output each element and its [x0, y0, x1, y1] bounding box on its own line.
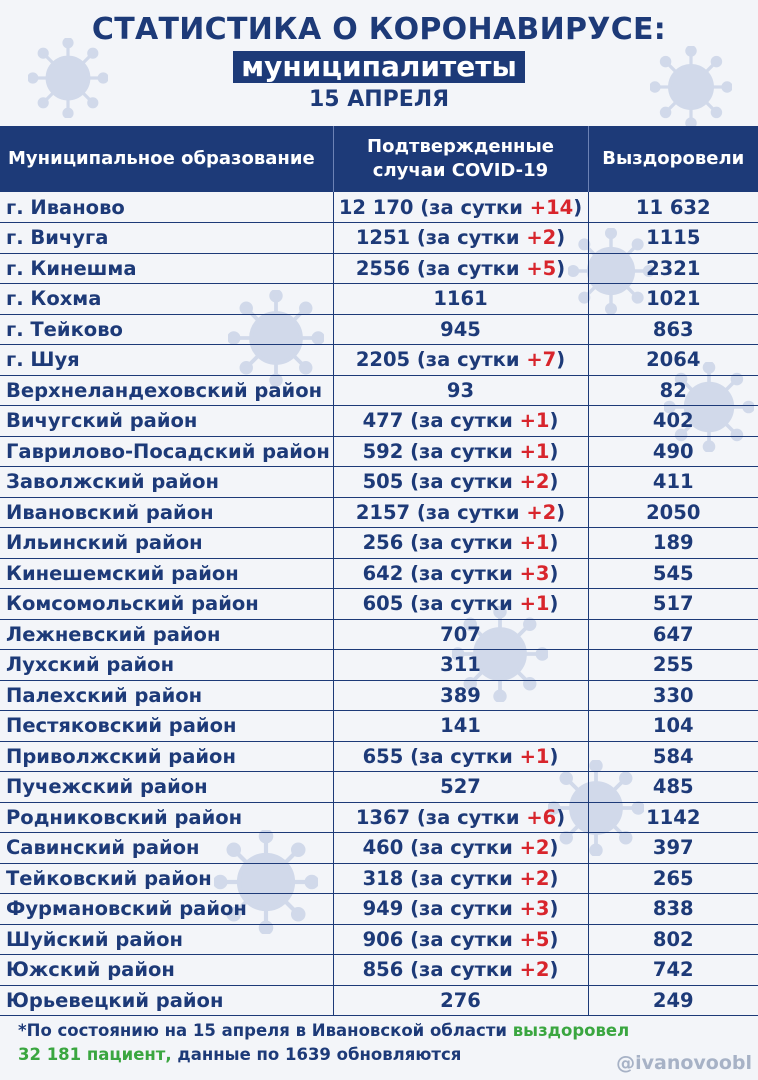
cases-cell [333, 894, 588, 925]
cases-value: 949 [362, 897, 404, 921]
cases-text: ) [549, 958, 559, 982]
cases-value: 256 [362, 531, 404, 555]
cases-cell [333, 375, 588, 406]
cases-value: 527 [440, 775, 481, 799]
cases-value: 141 [440, 714, 481, 738]
recovered-cell: 330 [588, 680, 758, 711]
municipality-name: г. Кинешма [0, 253, 333, 284]
cases-text: ) [549, 409, 559, 433]
column-header-municipality: Муниципальное образование [0, 126, 333, 192]
cases-text: ) [556, 348, 566, 372]
municipality-name: Комсомольский район [0, 589, 333, 620]
table-row [0, 375, 758, 406]
recovered-cell: 838 [588, 894, 758, 925]
cases-value: 2556 [355, 256, 411, 280]
table-row [0, 436, 758, 467]
municipality-name: г. Кохма [0, 284, 333, 315]
recovered-cell: 647 [588, 619, 758, 650]
daily-increase: +1 [519, 744, 550, 768]
cases-cell [333, 924, 588, 955]
cases-value: 318 [362, 866, 404, 890]
recovered-cell: 545 [588, 558, 758, 589]
cases-value: 2205 [355, 348, 411, 372]
daily-increase: +1 [519, 409, 550, 433]
cases-cell [333, 223, 588, 254]
recovered-cell: 255 [588, 650, 758, 681]
cases-text: (за сутки [403, 439, 520, 463]
cases-text: (за сутки [410, 805, 527, 829]
page-subtitle: муниципалитеты [233, 51, 525, 83]
cases-value: 1251 [355, 226, 411, 250]
cases-value: 2157 [355, 500, 411, 524]
cases-text: (за сутки [410, 256, 527, 280]
cases-value: 655 [362, 744, 404, 768]
cases-text: ) [556, 226, 566, 250]
daily-increase: +1 [519, 531, 550, 555]
cases-cell [333, 955, 588, 986]
daily-increase: +2 [526, 500, 557, 524]
cases-text: (за сутки [410, 226, 527, 250]
cases-value: 460 [362, 836, 404, 860]
cases-cell [333, 528, 588, 559]
column-header-recovered: Выздоровели [588, 126, 758, 192]
cases-text: ) [549, 836, 559, 860]
cases-value: 276 [440, 988, 481, 1012]
cases-cell [333, 711, 588, 742]
cases-cell [333, 680, 588, 711]
cases-cell [333, 406, 588, 437]
cases-text: ) [556, 805, 566, 829]
cases-cell [333, 985, 588, 1016]
municipality-name: Фурмановский район [0, 894, 333, 925]
table-row [0, 955, 758, 986]
cases-cell [333, 345, 588, 376]
table-row [0, 345, 758, 376]
cases-cell [333, 436, 588, 467]
cases-cell [333, 497, 588, 528]
header [0, 0, 758, 126]
cases-text: (за сутки [403, 866, 520, 890]
cases-text: ) [549, 744, 559, 768]
table-row [0, 650, 758, 681]
daily-increase: +3 [519, 561, 550, 585]
column-header-cases [333, 126, 588, 192]
daily-increase: +2 [519, 866, 550, 890]
municipality-name: Пучежский район [0, 772, 333, 803]
recovered-cell: 397 [588, 833, 758, 864]
table-row [0, 528, 758, 559]
cases-value: 1367 [355, 805, 411, 829]
daily-increase: +5 [519, 927, 550, 951]
municipality-name: Шуйский район [0, 924, 333, 955]
table-row [0, 619, 758, 650]
daily-increase: +5 [526, 256, 557, 280]
cases-value: 605 [362, 592, 404, 616]
cases-cell [333, 589, 588, 620]
municipality-name: Заволжский район [0, 467, 333, 498]
table-row [0, 863, 758, 894]
recovered-cell: 2321 [588, 253, 758, 284]
cases-text: (за сутки [410, 348, 527, 372]
cases-text: (за сутки [410, 500, 527, 524]
municipality-name: Юрьевецкий район [0, 985, 333, 1016]
cases-value: 592 [362, 439, 404, 463]
cases-text: (за сутки [403, 561, 520, 585]
table-row [0, 223, 758, 254]
daily-increase: +2 [519, 958, 550, 982]
table-header [0, 126, 758, 192]
table-row [0, 833, 758, 864]
cases-text: (за сутки [403, 592, 520, 616]
cases-cell [333, 833, 588, 864]
cases-value: 945 [440, 317, 481, 341]
cases-value: 311 [440, 653, 481, 677]
cases-text: (за сутки [403, 958, 520, 982]
footnote-text-1: *По состоянию на 15 апреля в Ивановской области [18, 1021, 513, 1040]
table-row [0, 924, 758, 955]
table-row [0, 894, 758, 925]
table-row [0, 314, 758, 345]
municipality-name: Ильинский район [0, 528, 333, 559]
cases-value: 906 [362, 927, 404, 951]
cases-cell [333, 650, 588, 681]
cases-cell [333, 863, 588, 894]
municipality-name: г. Тейково [0, 314, 333, 345]
recovered-cell: 265 [588, 863, 758, 894]
table-row [0, 589, 758, 620]
table-body [0, 192, 758, 1016]
recovered-cell: 485 [588, 772, 758, 803]
footnote-text-2: данные по 1639 обновляются [171, 1045, 462, 1064]
municipality-name: Южский район [0, 955, 333, 986]
recovered-cell: 402 [588, 406, 758, 437]
cases-cell [333, 802, 588, 833]
cases-text: ) [549, 561, 559, 585]
table-row [0, 497, 758, 528]
footnote-recovered-count: 32 181 пациент, [18, 1045, 172, 1064]
municipality-name: Вичугский район [0, 406, 333, 437]
recovered-cell: 189 [588, 528, 758, 559]
cases-value: 477 [362, 409, 404, 433]
cases-value: 856 [362, 958, 404, 982]
recovered-cell: 11 632 [588, 192, 758, 223]
cases-value: 642 [362, 561, 404, 585]
cases-value: 93 [446, 378, 475, 402]
cases-text: (за сутки [403, 927, 520, 951]
social-handle: @ivanovoobl [616, 1052, 752, 1074]
recovered-cell: 249 [588, 985, 758, 1016]
cases-cell [333, 619, 588, 650]
municipality-name: Верхнеландеховский район [0, 375, 333, 406]
table-row [0, 558, 758, 589]
table-row [0, 711, 758, 742]
cases-cell [333, 284, 588, 315]
table-row [0, 985, 758, 1016]
recovered-cell: 2050 [588, 497, 758, 528]
cases-cell [333, 741, 588, 772]
cases-text: (за сутки [403, 836, 520, 860]
column-header-cases-line2: случаи COVID-19 [372, 160, 549, 181]
daily-increase: +2 [519, 836, 550, 860]
cases-value: 505 [362, 470, 404, 494]
municipality-name: Кинешемский район [0, 558, 333, 589]
municipality-name: Тейковский район [0, 863, 333, 894]
cases-value: 12 170 [338, 195, 414, 219]
cases-text: ) [573, 195, 583, 219]
recovered-cell: 1021 [588, 284, 758, 315]
page-title: СТАТИСТИКА О КОРОНАВИРУСЕ: [91, 12, 667, 47]
cases-text: (за сутки [403, 744, 520, 768]
stats-table [0, 126, 758, 1016]
subtitle-wrap [0, 51, 758, 83]
column-header-cases-line1: Подтвержденные [367, 136, 554, 157]
table-row [0, 680, 758, 711]
daily-increase: +6 [526, 805, 557, 829]
cases-value: 389 [440, 683, 481, 707]
table-row [0, 192, 758, 223]
cases-text: ) [549, 439, 559, 463]
cases-text: ) [549, 592, 559, 616]
recovered-cell: 802 [588, 924, 758, 955]
daily-increase: +7 [526, 348, 557, 372]
cases-cell [333, 192, 588, 223]
municipality-name: Пестяковский район [0, 711, 333, 742]
recovered-cell: 742 [588, 955, 758, 986]
daily-increase: +2 [526, 226, 557, 250]
footnote-recovered-word: выздоровел [512, 1021, 630, 1040]
cases-cell [333, 772, 588, 803]
cases-text: ) [556, 500, 566, 524]
municipality-name: Палехский район [0, 680, 333, 711]
table-row [0, 741, 758, 772]
cases-cell [333, 558, 588, 589]
municipality-name: Приволжский район [0, 741, 333, 772]
report-date: 15 АПРЕЛЯ [308, 87, 450, 112]
table-row [0, 284, 758, 315]
cases-text: ) [549, 897, 559, 921]
daily-increase: +3 [519, 897, 550, 921]
municipality-name: Гаврилово-Посадский район [0, 436, 333, 467]
cases-text: ) [549, 927, 559, 951]
municipality-name: Ивановский район [0, 497, 333, 528]
municipality-name: Лежневский район [0, 619, 333, 650]
recovered-cell: 863 [588, 314, 758, 345]
table-row [0, 467, 758, 498]
municipality-name: Родниковский район [0, 802, 333, 833]
cases-text: (за сутки [403, 531, 520, 555]
recovered-cell: 1142 [588, 802, 758, 833]
recovered-cell: 490 [588, 436, 758, 467]
cases-value: 1161 [433, 287, 488, 311]
table-row [0, 253, 758, 284]
recovered-cell: 584 [588, 741, 758, 772]
cases-text: ) [549, 470, 559, 494]
daily-increase: +1 [519, 439, 550, 463]
cases-text: ) [549, 866, 559, 890]
cases-cell [333, 253, 588, 284]
cases-cell [333, 467, 588, 498]
cases-cell [333, 314, 588, 345]
recovered-cell: 2064 [588, 345, 758, 376]
cases-text: ) [549, 531, 559, 555]
cases-text: (за сутки [403, 470, 520, 494]
recovered-cell: 411 [588, 467, 758, 498]
recovered-cell: 517 [588, 589, 758, 620]
table-row [0, 772, 758, 803]
cases-value: 707 [440, 622, 481, 646]
cases-text: ) [556, 256, 566, 280]
cases-text: (за сутки [403, 409, 520, 433]
municipality-name: г. Шуя [0, 345, 333, 376]
municipality-name: г. Вичуга [0, 223, 333, 254]
daily-increase: +2 [519, 470, 550, 494]
cases-text: (за сутки [403, 897, 520, 921]
municipality-name: Савинский район [0, 833, 333, 864]
municipality-name: Лухский район [0, 650, 333, 681]
municipality-name: г. Иваново [0, 192, 333, 223]
recovered-cell: 104 [588, 711, 758, 742]
daily-increase: +14 [529, 195, 574, 219]
recovered-cell: 82 [588, 375, 758, 406]
daily-increase: +1 [519, 592, 550, 616]
table-row [0, 406, 758, 437]
recovered-cell: 1115 [588, 223, 758, 254]
table-row [0, 802, 758, 833]
cases-text: (за сутки [413, 195, 530, 219]
